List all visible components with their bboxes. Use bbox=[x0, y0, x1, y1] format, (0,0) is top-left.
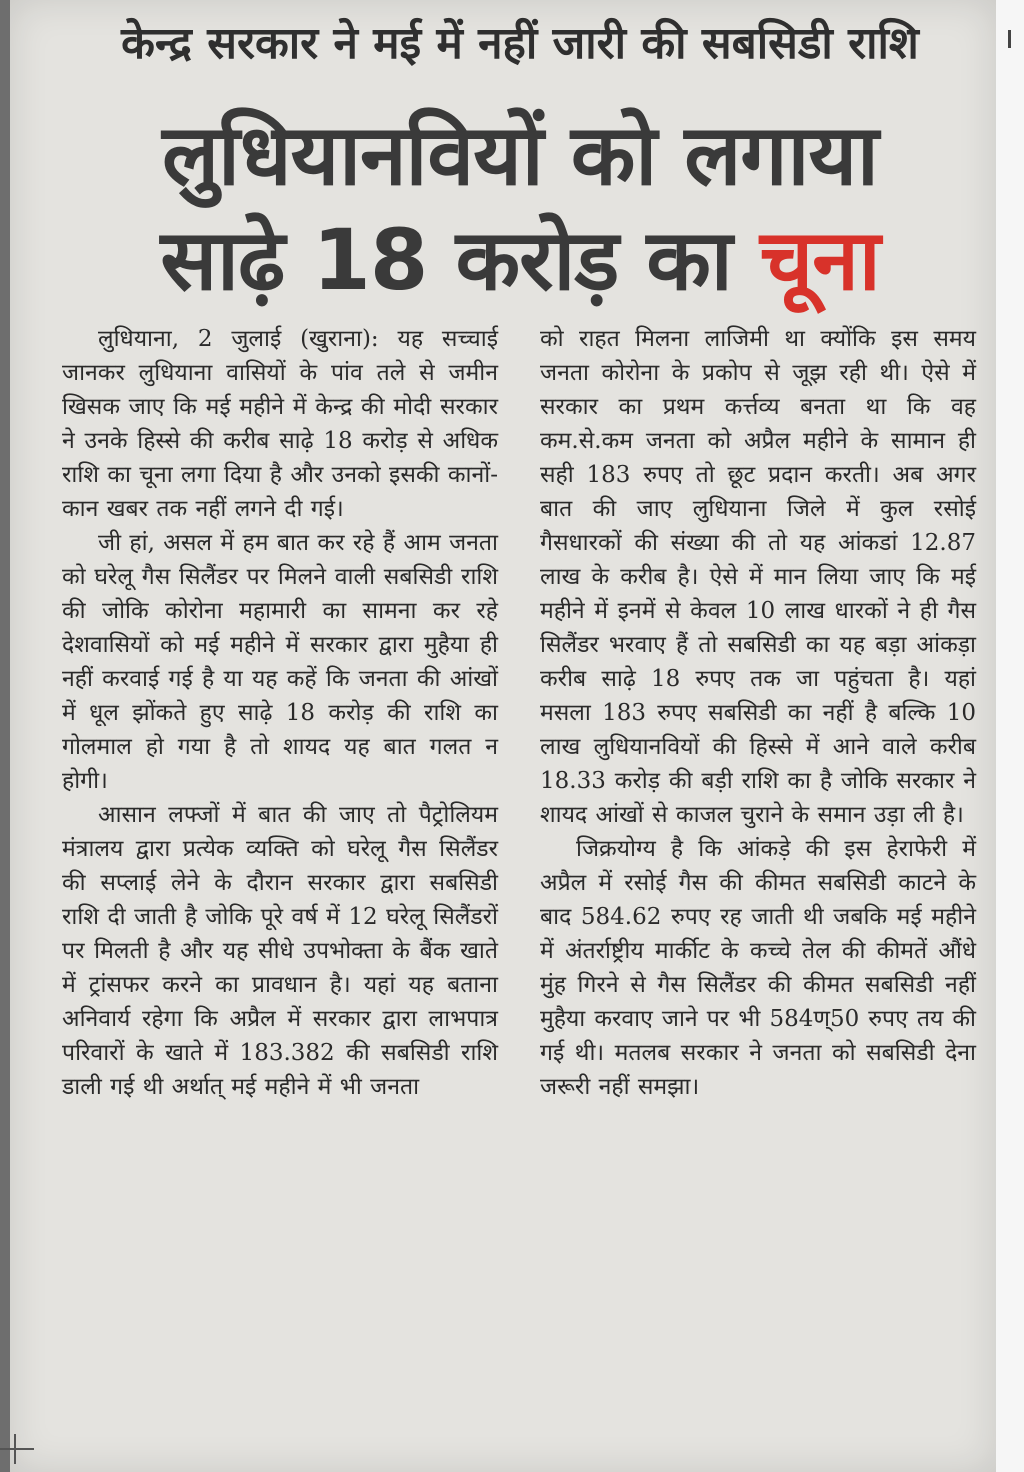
headline-line-2-text: साढ़े 18 करोड़ का bbox=[160, 211, 760, 309]
paragraph: जी हां, असल में हम बात कर रहे हैं आम जनता को घरेलू गैस सिलैंडर पर मिलने वाली सबसिडी राशि की जोकि कोरोना महामारी का सामना कर रहे देशवासियों को मई महीने में सरकार द्वारा मुहैया ही नहीं करवाई गई है या यह कहें कि जनता की आंखों में धूल झोंकते हुए साढ़े 18 करोड़ की राशि का गोलमाल हो गया है तो शायद यह बात गलत न होगी। bbox=[62, 530, 498, 794]
paragraph: आसान लफ्जों में बात की जाए तो पैट्रोलियम मंत्रालय द्वारा प्रत्येक व्यक्ति को घरेलू गैस सिलैंडर की सप्लाई लेने के दौरान सरकार द्वारा सबसिडी राशि दी जाती है जोकि पूरे वर्ष में 12 घरेलू सिलैंडरों पर मिलती है और यह सीधे उपभोक्ता के बैंक खाते में ट्रांसफर करने का प्रावधान है। यहां यह बताना अनिवार्य रहेगा कि अप्रैल में सरकार द्वारा लाभपात्र परिवारों के खाते में 183.382 की सबसिडी राशि डाली गई थी अर्थात् मई महीने में भी जनता bbox=[62, 802, 498, 1100]
headline-highlight-word: चूना bbox=[759, 211, 880, 309]
paragraph-text: यह सच्चाई जानकर लुधियाना वासियों के पांव तले से जमीन खिसक जाए कि मई महीने में केन्द्र की मोदी सरकार ने उनके हिस्से की करीब साढ़े 18 करोड़ से अधिक राशि का चूना लगा दिया है और उनको इसकी कानों-कान खबर तक नहीं लगने दी गई। bbox=[62, 326, 498, 522]
crop-mark bbox=[0, 1448, 34, 1450]
paragraph bbox=[62, 322, 498, 526]
main-headline-line-1: लुधियानवियों को लगाया bbox=[162, 106, 878, 204]
dateline: लुधियाना, 2 जुलाई (खुराना): bbox=[98, 326, 379, 352]
newspaper-clipping bbox=[10, 0, 996, 1472]
kicker-headline: केन्द्र सरकार ने मई में नहीं जारी की सबसिडी राशि bbox=[121, 18, 919, 69]
page-margin bbox=[996, 0, 1024, 1472]
crop-mark bbox=[14, 1434, 16, 1464]
paragraph: जिक्रयोग्य है कि आंकड़े की इस हेराफेरी में अप्रैल में रसोई गैस की कीमत सबसिडी काटने के बाद 584.62 रुपए रह जाती थी जबकि मई महीने में अंतर्राष्ट्रीय मार्कीट के कच्चे तेल की कीमतें औंधे मुंह गिरने से गैस सिलैंडर की कीमत सबसिडी नहीं मुहैया करवाए जाने पर भी 584ण्50 रुपए तय की गई थी। मतलब सरकार ने जनता को सबसिडी देना जरूरी नहीं समझा। bbox=[540, 836, 976, 1100]
article-column-left bbox=[62, 322, 498, 1104]
main-headline-line-2 bbox=[50, 205, 990, 315]
margin-mark bbox=[1008, 30, 1011, 48]
article-column-right bbox=[540, 322, 976, 1104]
paragraph: को राहत मिलना लाजिमी था क्योंकि इस समय जनता कोरोना के प्रकोप से जूझ रही थी। ऐसे में सरकार का प्रथम कर्त्तव्य बनता था कि वह कम.से.कम जनता को अप्रैल महीने के सामान ही सही 183 रुपए तो छूट प्रदान करती। अब अगर बात की जाए लुधियाना जिले में कुल रसोई गैसधारकों की संख्या की तो यह आंकडां 12.87 लाख के करीब है। ऐसे में मान लिया जाए कि मई महीने में इनमें से केवल 10 लाख धारकों ने ही गैस सिलैंडर भरवाए हैं तो सबसिडी का यह बड़ा आंकड़ा करीब साढ़े 18 रुपए तक जा पहुंचता है। यहां मसला 183 रुपए सबसिडी का नहीं है बल्कि 10 लाख लुधियानवियों की हिस्से में आने वाले करीब 18.33 करोड़ की बड़ी राशि का है जोकि सरकार ने शायद आंखों से काजल चुराने के समान उड़ा ली है। bbox=[540, 326, 976, 828]
